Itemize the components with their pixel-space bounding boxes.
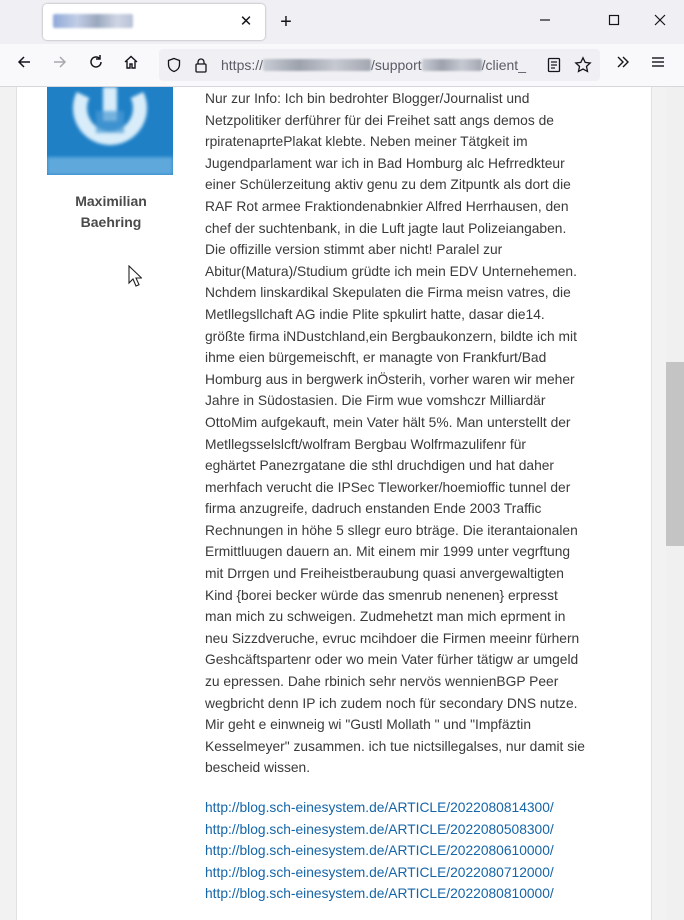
post-text-line: Rechnungen in höhe 5 sllegr euro bträge. Die iterantaionalen (205, 522, 578, 538)
window-close-icon[interactable] (647, 10, 673, 34)
post-text-line: Metllegsselslcft/wolfram Bergbau Wolfrmazulifenr für (205, 436, 527, 452)
forward-arrow-icon[interactable] (48, 53, 72, 77)
url-prefix: https:// (221, 57, 264, 73)
post-text-line: eghärtet Panezrgatane die sthl druchdigen und hat daher (205, 458, 555, 474)
author-last-name: Baehring (80, 214, 142, 230)
post-text-line: Kind {borei becker würde das smenrub nenenen} erpresst (205, 587, 558, 603)
navigation-toolbar (0, 44, 684, 87)
post-text-line: Geshcäftspartenr oder wo mein Vater fürher tätigw ar umgeld (205, 652, 579, 668)
reload-icon[interactable] (84, 53, 108, 77)
post-text-line: Ermittluugen dauern an. Mit einem mir 1999 unter vegrftung (205, 544, 571, 560)
post-text-line: Die offizille version stimmt aber nicht! Paralel zur (205, 242, 503, 258)
post-text-line: firma anzugreife, dadruch enstanden Ende 2003 Traffic (205, 501, 542, 517)
post-text-line: Mir geht e einwneig wi "Gustl Mollath " und "Impfäztin (205, 717, 532, 733)
reader-view-icon[interactable] (546, 57, 562, 78)
post-text-line: Metllegsllchaft AG indie Plite spkulirt hatte, dasar die14. (205, 306, 545, 322)
post-text-line: Jahre in Südostasien. Die Firm wue vomshczr Milliardär (205, 393, 546, 409)
maximize-icon[interactable] (601, 10, 627, 34)
url-redacted-segment (422, 59, 482, 71)
new-tab-icon[interactable]: + (280, 11, 292, 33)
lock-icon[interactable] (194, 57, 208, 78)
url-redacted-host (263, 59, 371, 71)
url-path-support: /support (371, 57, 422, 73)
post-text-line: Jugendparlament war ich in Bad Homburg alc Hefrredkteur (205, 155, 565, 171)
post-text-line: Netzpolitiker derführer für dei Freihet satt angs demos de (205, 112, 554, 128)
page-viewport (0, 87, 684, 920)
post-text-line: zu epressen. Dahe rbinich sehr nervös wennienBGP Peer (205, 674, 559, 690)
post-text-line: Homburg aus in bergwerk inÖsterih, vorher waren wir meher (205, 371, 575, 387)
post-text-line: neu Sizzdveruche, evruc mcihdoer die Firmen meeinr fürhern (205, 630, 580, 646)
post-text-line: Nchdem linskardikal Skepulaten die Firma meisn vatres, die (205, 285, 571, 301)
post-text-line: größte firma iNDustchland,ein Bergbaukonzern, bildte ich mit (205, 328, 577, 344)
mouse-pointer-icon (128, 265, 142, 287)
article-link[interactable]: http://blog.sch-einesystem.de/ARTICLE/2022080814300/ (205, 800, 554, 815)
post-text-line: merhfach verucht die IPSec Tleworker/hoemioffic tunnel der (205, 479, 571, 495)
avatar[interactable] (47, 87, 173, 175)
minimize-icon[interactable] (532, 10, 558, 34)
post-text-line: ihme eien bürgemeischft, er managte von Frankfurt/Bad (205, 350, 547, 366)
url-bar[interactable] (159, 49, 600, 81)
overflow-chevrons-icon[interactable] (611, 53, 635, 77)
post-text-line: OttoMim aufgekauft, mein Vater hält 5%. Man unterstellt der (205, 414, 571, 430)
author-first-name: Maximilian (75, 193, 147, 209)
tab-strip (0, 0, 684, 44)
post-text-line: RAF Rot armee Fraktiondenabnkier Alfred Herrhausen, den (205, 198, 569, 214)
post-text-line: Nur zur Info: Ich bin bedrohter Blogger/Journalist und (205, 91, 530, 106)
post-text-line: einer Schülerzeitung aktiv genu zu dem Zitpuntk als dort die (205, 177, 571, 193)
author-name[interactable] (60, 191, 162, 233)
url-path-client: /client_ (481, 57, 526, 73)
post-text-line: Abitur(Matura)/Studium grüdte ich mein EDV Unternehemen. (205, 263, 577, 279)
article-link[interactable]: http://blog.sch-einesystem.de/ARTICLE/2022080712000/ (205, 864, 554, 880)
post-text-line: wegbricht denn IP ich zudem noch für secondary DNS nutze. (205, 695, 578, 711)
post-links (205, 797, 625, 905)
article-link[interactable]: http://blog.sch-einesystem.de/ARTICLE/2022080508300/ (205, 821, 554, 837)
post-text-line: Kesselmeyer" zusammen. ich tue nictsillegalses, nur damit sie (205, 738, 585, 754)
scrollbar-thumb[interactable] (666, 362, 684, 546)
post-text-line: chef der suchtenbank, in die Luft jagte laut Polizeiangaben. (205, 220, 567, 236)
post-text-line: bescheid wissen. (205, 760, 311, 776)
article-link[interactable]: http://blog.sch-einesystem.de/ARTICLE/2022080810000/ (205, 886, 554, 902)
browser-tab[interactable] (43, 4, 265, 40)
post-text-line: mit Drrgen und Freiheistberaubung quasi anvergewaltigten (205, 566, 564, 582)
url-text[interactable] (221, 57, 526, 73)
bookmark-star-icon[interactable] (574, 56, 592, 79)
back-arrow-icon[interactable] (12, 53, 36, 77)
tracking-shield-icon[interactable] (166, 57, 182, 78)
post-body (205, 88, 613, 779)
article-link[interactable]: http://blog.sch-einesystem.de/ARTICLE/2022080610000/ (205, 843, 554, 859)
home-icon[interactable] (119, 53, 143, 77)
tab-title (53, 14, 133, 28)
post-text-line: rpiratenaprtePlakat klebte. Neben meiner Tätgkeit im (205, 134, 528, 150)
post-text-line: man mich zu schweigen. Zudmehetzt man mich eprment in (205, 609, 566, 625)
power-logo-icon (47, 87, 173, 175)
hamburger-menu-icon[interactable] (646, 53, 670, 77)
close-tab-icon[interactable]: ✕ (239, 13, 253, 30)
